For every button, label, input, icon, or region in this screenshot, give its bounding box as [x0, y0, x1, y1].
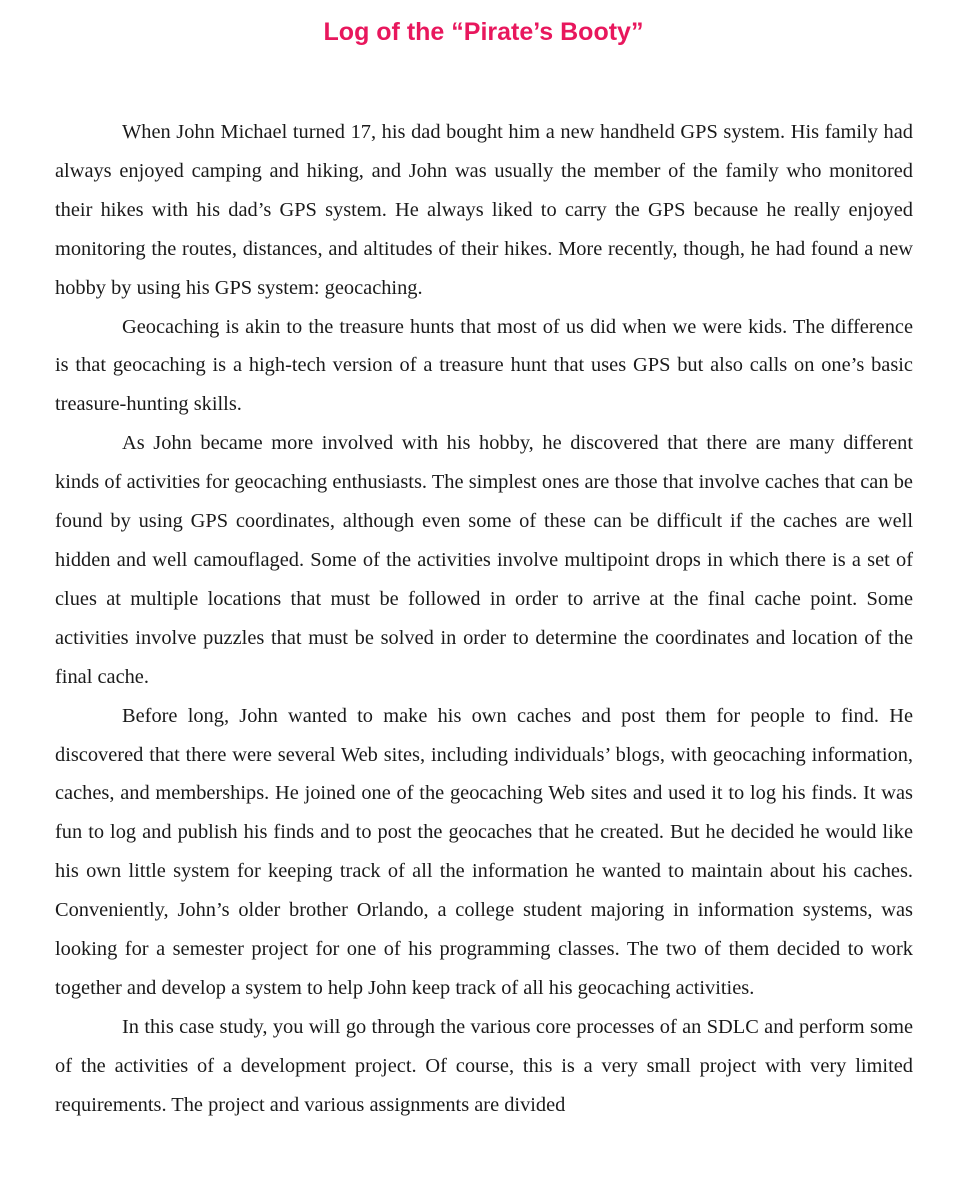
paragraph-1: When John Michael turned 17, his dad bought him a new handheld GPS system. His family had always enjoyed camping and hiking, and John was usually the member of the family who monitored their hikes with his dad’s GPS system. He always liked to carry the GPS because he really enjoyed monitoring the routes, distances, and altitudes of their hikes. More recently, though, he had found a new hobby by using his GPS system: geocaching. [55, 121, 913, 299]
paragraph-2: Geocaching is akin to the treasure hunts that most of us did when we were kids. The difference is that geocaching is a high-tech version of a treasure hunt that uses GPS but also calls on one’s basic treasure-hunting skills. [55, 315, 913, 416]
paragraph-5: In this case study, you will go through the various core processes of an SDLC and perform some of the activities of a development project. Of course, this is a very small project with very limited requirements. The project and various assignments are divided [55, 1015, 913, 1116]
paragraph-4: Before long, John wanted to make his own caches and post them for people to find. He discovered that there were several Web sites, including individuals’ blogs, with geocaching information, caches, and memberships. He joined one of the geocaching Web sites and used it to log his finds. It was fun to log and publish his finds and to post the geocaches that he created. But he decided he would like his own little system for keeping track of all the information he wanted to maintain about his caches. Conveniently, John’s older brother Orlando, a college student majoring in information systems, was looking for a semester project for one of his programming classes. The two of them decided to work together and develop a system to help John keep track of all his geocaching activities. [55, 704, 913, 999]
body-text [55, 113, 913, 1125]
paragraph-3: As John became more involved with his hobby, he discovered that there are many different kinds of activities for geocaching enthusiasts. The simplest ones are those that involve caches that can be found by using GPS coordinates, although even some of these can be difficult if the caches are well hidden and well camouflaged. Some of the activities involve multipoint drops in which there is a set of clues at multiple locations that must be followed in order to arrive at the final cache point. Some activities involve puzzles that must be solved in order to determine the coordinates and location of the final cache. [55, 432, 913, 688]
page-title: Log of the “Pirate’s Booty” [323, 18, 644, 46]
